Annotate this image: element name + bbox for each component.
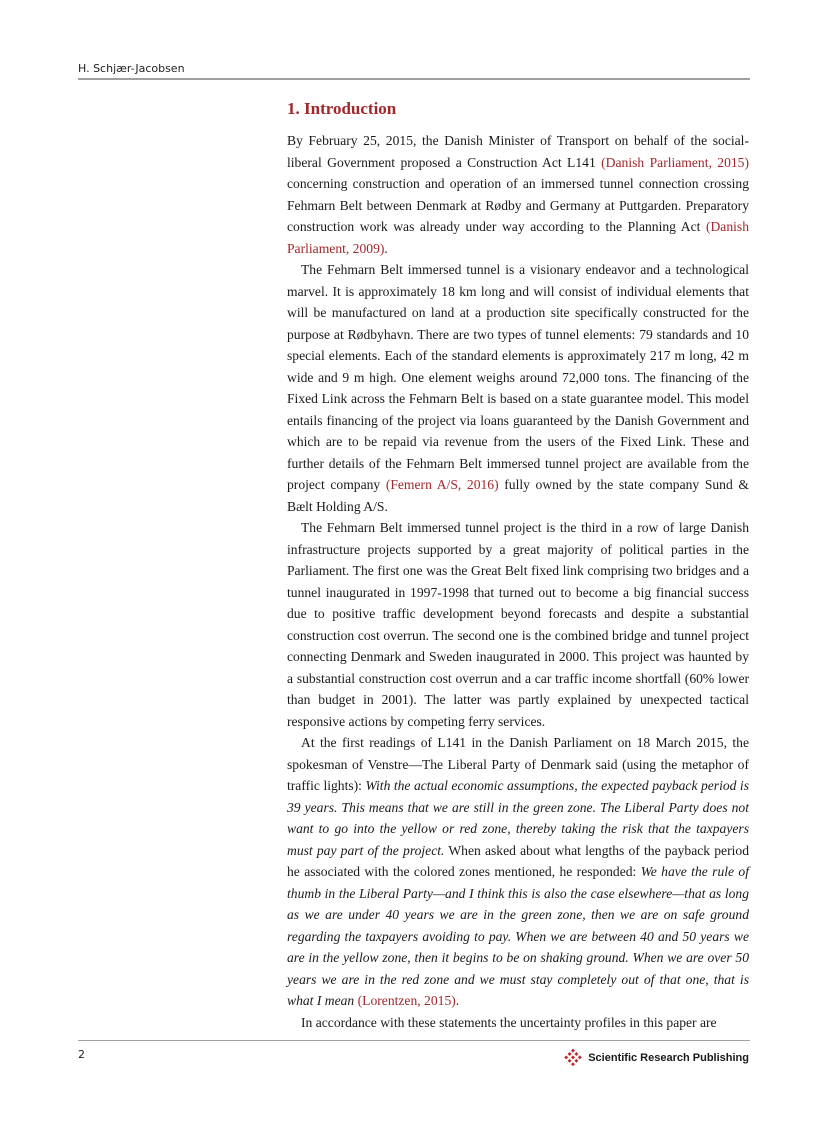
quotation: With the actual economic assumptions, the expected payback period is 39 years. This means that we are still in the green zone. The Liberal Party does not want to go into the yellow or red zone, thereby taking the risk that the taxpayers must pay part of the project. <box>287 778 750 858</box>
paragraph-2 <box>287 259 749 517</box>
paragraph-3 <box>287 517 749 732</box>
quotation: We have the rule of thumb in the Liberal Party—and I think this is also the case elsewhere—that as long as we are under 40 years we are in the green zone, then we are on safe ground regarding the taxpayers avoiding to pay. When we are between 40 and 50 years we are in the yellow zone, then it begins to be on shaking ground. When we are over 50 years we are in the red zone and we must stay completely out of that one, that is what I mean <box>287 864 749 1008</box>
section-title: 1. Introduction <box>287 99 397 118</box>
citation-link[interactable]: (Lorentzen, 2015) <box>357 993 456 1008</box>
header-rule <box>78 78 750 80</box>
running-head: H. Schjær-Jacobsen <box>78 62 185 75</box>
paragraph-text: fully owned by the state company Sund & Bælt Holding A/S. <box>287 477 749 514</box>
paragraph-text: By February 25, 2015, the Danish Minister of Transport on behalf of the social-liberal Government proposed a Construction Act L141 <box>287 133 749 170</box>
citation-link[interactable]: (Danish Parliament, 2009) <box>287 219 749 256</box>
paragraph-text: In accordance with these statements the uncertainty profiles in this paper are <box>301 1014 717 1030</box>
paragraph-text: . <box>384 240 388 256</box>
paragraph-text: concerning construction and operation of an immersed tunnel connection crossing Fehmarn Belt between Denmark at Rødby and Germany at Puttgarden. Preparatory construction work was already under way according to the Planning Act <box>287 176 749 234</box>
publisher-logo-icon <box>563 1048 583 1068</box>
publisher-name: Scientific Research Publishing <box>588 1052 749 1064</box>
page-number: 2 <box>78 1048 85 1061</box>
footer-rule <box>78 1040 750 1041</box>
paragraph-4 <box>287 732 749 1012</box>
paragraph-text: . <box>455 993 460 1008</box>
main-content <box>287 98 749 1033</box>
publisher-brand <box>563 1048 749 1068</box>
paragraph-text: The Fehmarn Belt immersed tunnel project is the third in a row of large Danish infrastructure projects supported by a great majority of political parties in the Parliament. The first one was the Great Belt fixed link comprising two bridges and a tunnel inaugurated in 1997-1998 that turned out to become a big financial success due to positive traffic development beyond forecasts and despite a substantial construction cost overrun. The second one is the combined bridge and tunnel project connecting Denmark and Sweden inaugurated in 2000. This project was haunted by a substantial construction cost overrun and a car traffic income shortfall (60% lower than budget in 2001). The latter was partly explained by unexpected tactical responsive actions by competing ferry services. <box>287 520 749 729</box>
paragraph-1 <box>287 130 749 259</box>
paragraph-text: When asked about what lengths of the payback period he associated with the colored zones mentioned, he responded: <box>287 842 749 879</box>
paragraph-text: At the first readings of L141 in the Danish Parliament on 18 March 2015, the spokesman of Venstre—The Liberal Party of Denmark said (using the metaphor of traffic lights): <box>287 735 749 793</box>
paragraph-5 <box>287 1012 749 1034</box>
paragraph-text: The Fehmarn Belt immersed tunnel is a visionary endeavor and a technological marvel. It is approximately 18 km long and will consist of individual elements that will be manufactured on land at a production site specifically constructed for the purpose at Rødbyhavn. There are two types of tunnel elements: 79 standards and 10 special elements. Each of the standard elements is approximately 217 m long, 42 m wide and 9 m high. One element weighs around 72,000 tons. The financing of the Fixed Link across the Fehmarn Belt is based on a state guarantee model. This model entails financing of the project via loans guaranteed by the Danish Government and which are to be repaid via revenue from the users of the Fixed Link. These and further details of the Fehmarn Belt immersed tunnel project are available from the project company <box>287 262 749 492</box>
citation-link[interactable]: (Femern A/S, 2016) <box>385 477 499 492</box>
citation-link[interactable]: (Danish Parliament, 2015) <box>601 154 749 170</box>
